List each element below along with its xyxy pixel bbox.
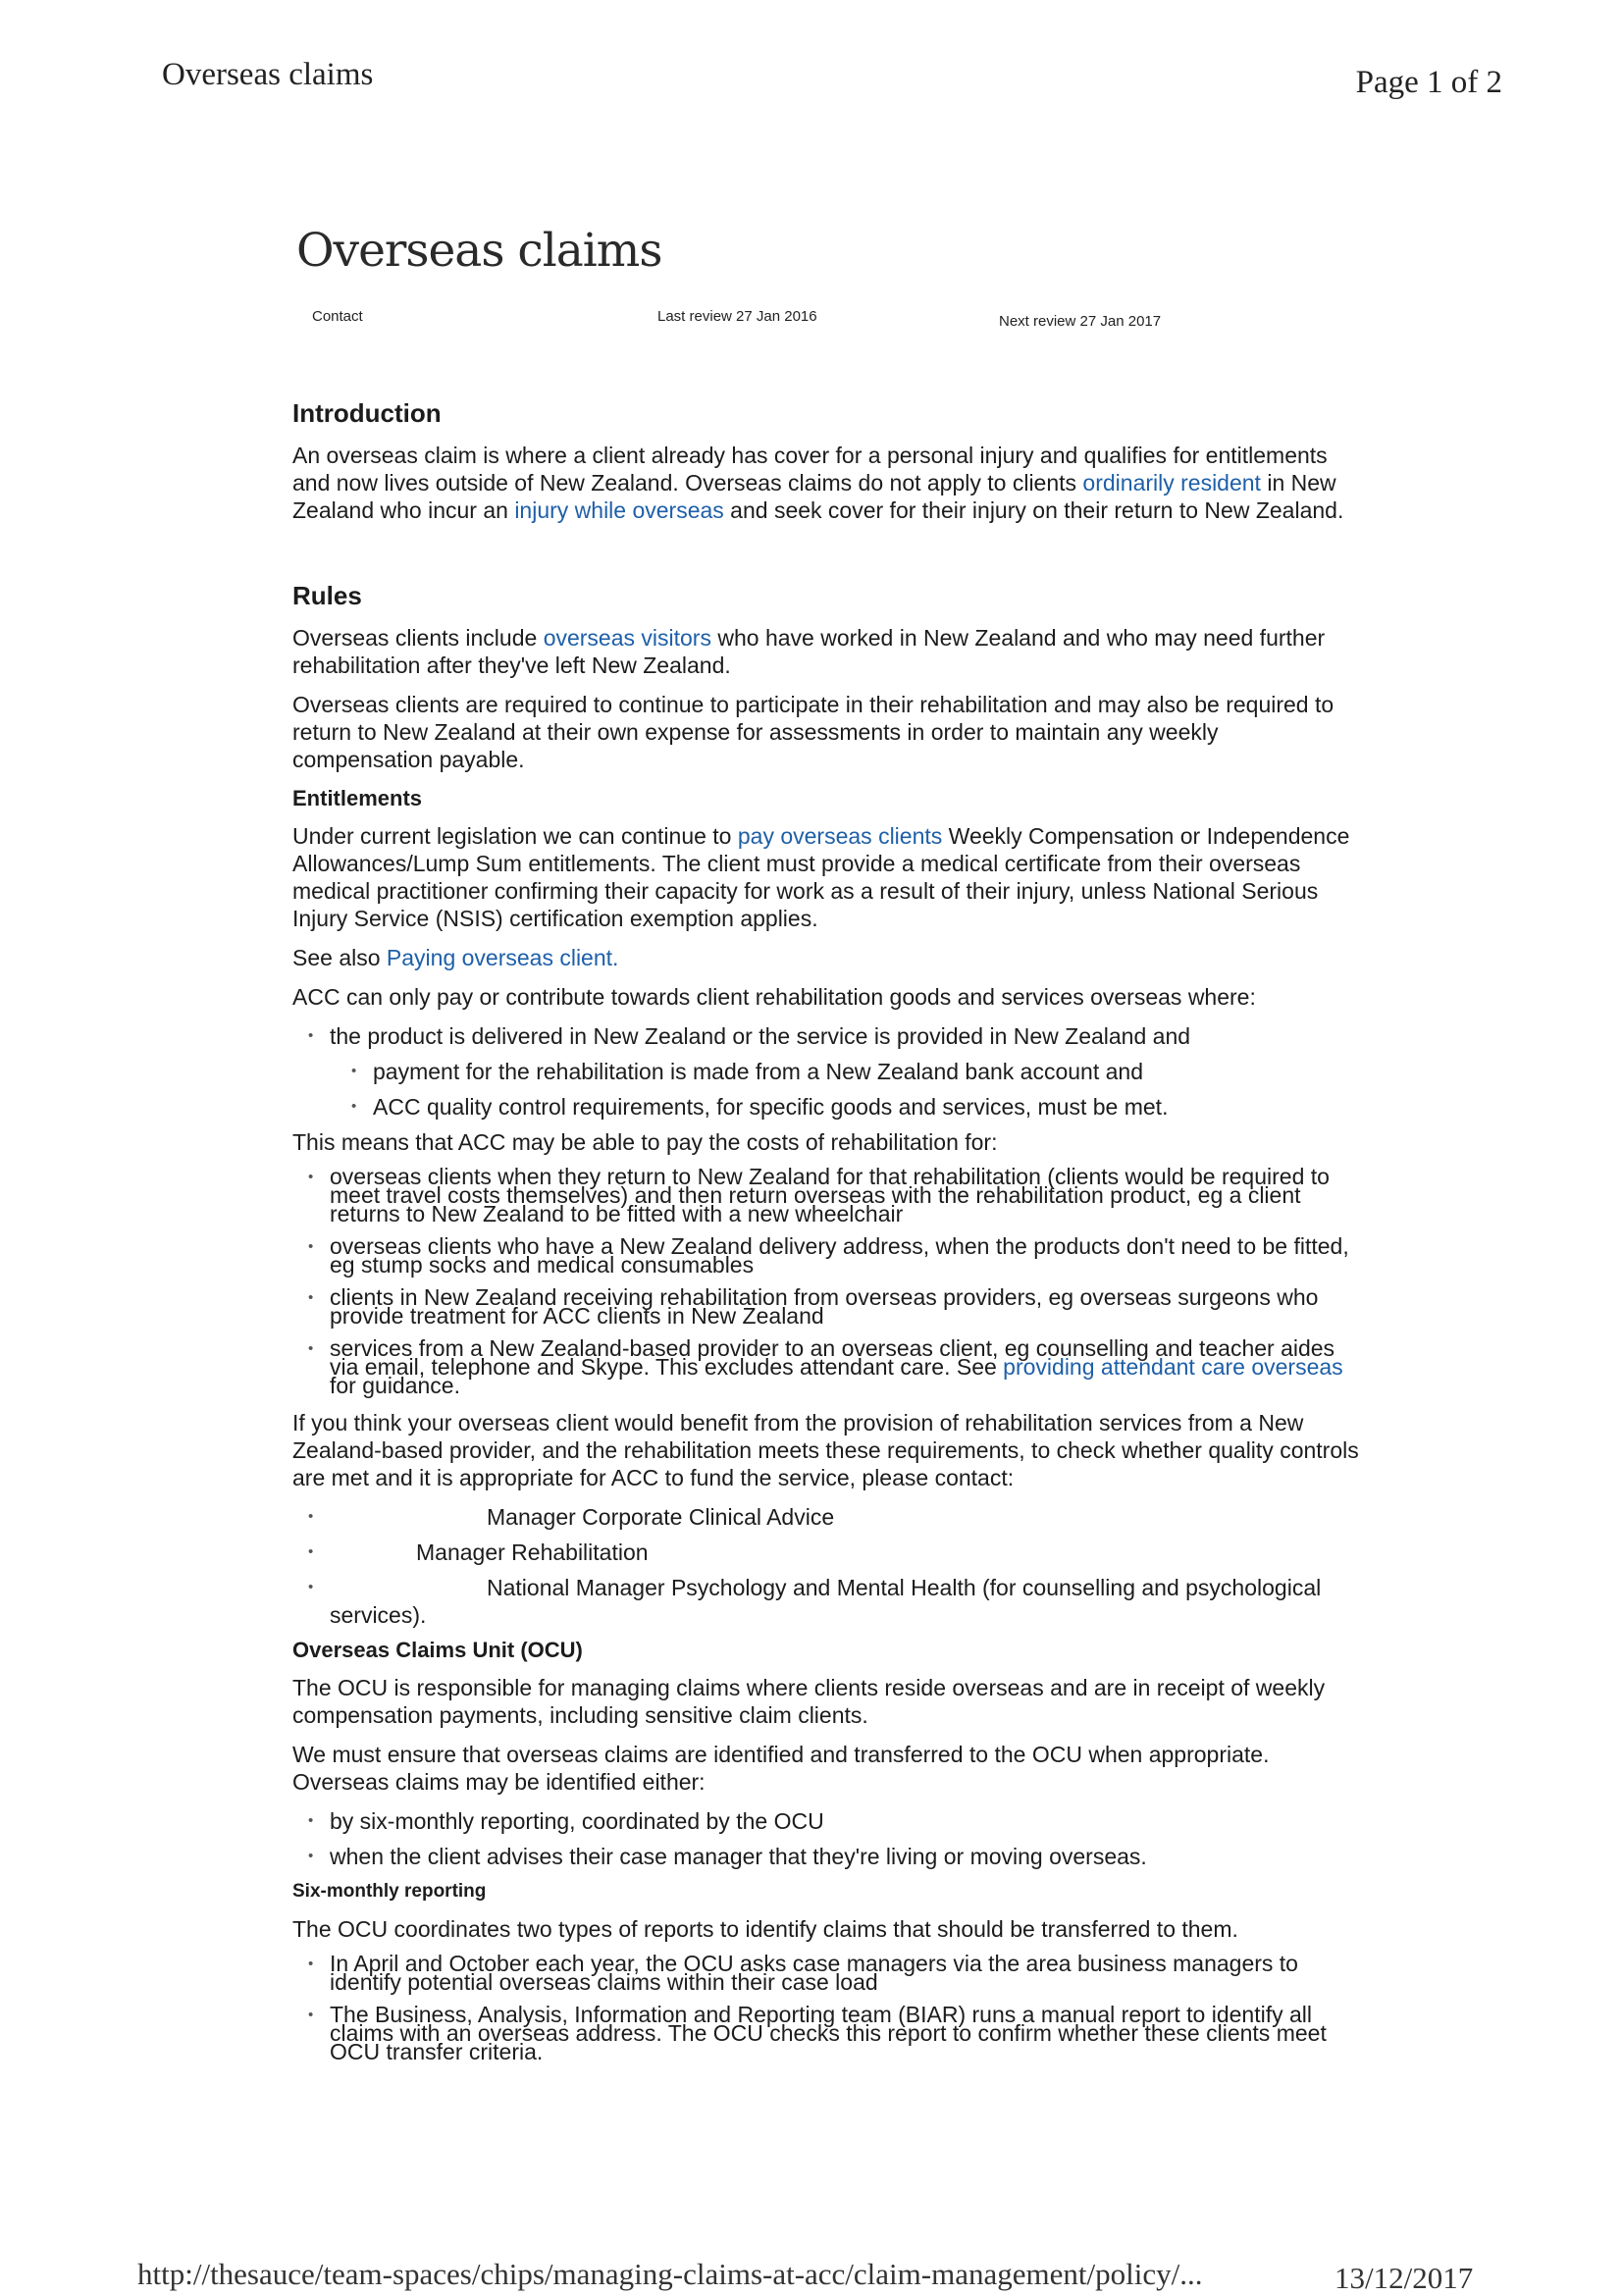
text-segment: The OCU is responsible for managing claims where clients reside overseas and are in receipt of weekly compensation payments, including sensitive claim clients.: [292, 1675, 1326, 1728]
paragraph: [292, 1674, 1362, 1729]
text-segment: for guidance.: [330, 1373, 460, 1398]
last-review: Last review 27 Jan 2016: [657, 308, 817, 325]
paragraph: [292, 822, 1362, 932]
footer-url: http://thesauce/team-spaces/chips/managing-claims-at-acc/claim-management/policy/...: [137, 2257, 1203, 2291]
inline-link[interactable]: injury while overseas: [514, 497, 724, 523]
section-heading: Entitlements: [292, 786, 423, 810]
paragraph: [292, 1915, 1362, 1943]
article-body: [292, 396, 1362, 2075]
text-segment: If you think your overseas client would benefit from the provision of rehabilitation services from a New Zealand-based provider, and the rehabilitation meets these requirements, to check whether quality controls are met and it is appropriate for ACC to fund the service, please contact:: [292, 1410, 1359, 1490]
bullet-list: [292, 1951, 1362, 2064]
list-item: [308, 1807, 1362, 1835]
paragraph: [292, 1128, 1362, 1156]
paragraph: [292, 442, 1362, 524]
inline-link[interactable]: pay overseas clients: [737, 823, 943, 849]
page-title: Overseas claims: [296, 224, 662, 278]
text-segment: This means that ACC may be able to pay the costs of rehabilitation for:: [292, 1129, 998, 1155]
bullet-list: [292, 1164, 1362, 1398]
inline-link[interactable]: Paying overseas client.: [386, 945, 619, 970]
paragraph: [292, 691, 1362, 773]
print-header-title: Overseas claims: [162, 57, 374, 92]
text-segment: by six-monthly reporting, coordinated by the OCU: [330, 1808, 824, 1834]
text-segment: An overseas claim is where a client already has cover for a personal injury and qualifies for entitlements and now lives outside of New Zealand. Overseas claims do not apply to clients: [292, 443, 1328, 496]
section-heading: Introduction: [292, 398, 442, 428]
footer-date: 13/12/2017: [1334, 2261, 1474, 2295]
paragraph: [292, 1741, 1362, 1796]
list-item: [308, 1164, 1362, 1226]
list-item: [308, 2002, 1362, 2064]
list-item: [308, 1574, 1362, 1629]
bullet-list: [292, 1807, 1362, 1870]
contact-list: [292, 1503, 1362, 1629]
text-segment: clients in New Zealand receiving rehabilitation from overseas providers, eg overseas surgeons who provide treatment for ACC clients in New Zealand: [330, 1284, 1319, 1329]
text-segment: Overseas clients include: [292, 625, 544, 651]
text-segment: We must ensure that overseas claims are identified and transferred to the OCU when appropriate. Overseas claims may be identified either:: [292, 1742, 1270, 1795]
text-segment: who have worked in New Zealand and who may need further rehabilitation after they've left New Zealand.: [292, 625, 1326, 678]
text-segment: ACC can only pay or contribute towards client rehabilitation goods and services overseas where:: [292, 984, 1256, 1010]
text-segment: Manager Corporate Clinical Advice: [487, 1504, 835, 1530]
list-item: [351, 1093, 1362, 1121]
paragraph: [292, 624, 1362, 679]
section-heading: Six-monthly reporting: [292, 1881, 487, 1902]
text-segment: ACC quality control requirements, for specific goods and services, must be met.: [373, 1094, 1169, 1120]
inline-link[interactable]: providing attendant care overseas: [1003, 1354, 1343, 1380]
text-segment: Weekly Compensation or Independence Allowances/Lump Sum entitlements. The client must provide a medical certificate from their overseas medical practitioner confirming their capacity for work as a result of their injury, unless National Serious Injury Service (NSIS) certification exemption applies.: [292, 823, 1350, 931]
section-heading: Rules: [292, 581, 362, 610]
text-segment: services from a New Zealand-based provider to an overseas client, eg counselling and teacher aides via email, telephone and Skype. This excludes attendant care. See: [330, 1335, 1335, 1380]
text-segment: and seek cover for their injury on their return to New Zealand.: [723, 497, 1344, 523]
list-item: [308, 1539, 1362, 1566]
text-segment: The OCU coordinates two types of reports to identify claims that should be transferred to them.: [292, 1916, 1238, 1942]
list-item: [308, 1335, 1362, 1398]
list-item: [308, 1843, 1362, 1870]
text-segment: The Business, Analysis, Information and Reporting team (BIAR) runs a manual report to identify all claims with an overseas address. The OCU checks this report to confirm whether these clients meet OCU transfer criteria.: [330, 2002, 1327, 2064]
text-segment: when the client advises their case manager that they're living or moving overseas.: [330, 1844, 1147, 1869]
text-segment: See also: [292, 945, 387, 970]
list-item: [308, 1503, 1362, 1531]
list-item: [308, 1233, 1362, 1278]
text-segment: overseas clients who have a New Zealand delivery address, when the products don't need to be fitted, eg stump socks and medical consumables: [330, 1233, 1349, 1278]
page-number: Page 1 of 2: [1355, 65, 1502, 100]
paragraph: [292, 944, 1362, 971]
section-spacer: [292, 536, 1362, 579]
paragraph: [292, 1409, 1362, 1491]
text-segment: in New Zealand who incur an: [292, 470, 1336, 523]
text-segment: Under current legislation we can continue to: [292, 823, 738, 849]
text-segment: In April and October each year, the OCU asks case managers via the area business managers to identify potential overseas claims within their case load: [330, 1951, 1298, 1995]
text-segment: Manager Rehabilitation: [416, 1539, 649, 1565]
list-item: [308, 1951, 1362, 1995]
list-item: [308, 1284, 1362, 1329]
text-segment: overseas clients when they return to New Zealand for that rehabilitation (clients would be required to meet travel costs themselves) and then return overseas with the rehabilitation product, eg a client returns to New Zealand to be fitted with a new wheelchair: [330, 1164, 1330, 1226]
paragraph: [292, 983, 1362, 1011]
text-segment: Overseas clients are required to continue to participate in their rehabilitation and may also be required to return to New Zealand at their own expense for assessments in order to maintain any weekly compensation payable.: [292, 692, 1334, 772]
next-review: Next review 27 Jan 2017: [999, 313, 1162, 330]
list-item: [308, 1022, 1362, 1050]
list-item: [351, 1058, 1362, 1085]
inline-link[interactable]: overseas visitors: [543, 625, 711, 651]
contact-label: Contact: [312, 308, 363, 325]
text-segment: the product is delivered in New Zealand or the service is provided in New Zealand and: [330, 1023, 1191, 1049]
text-segment: payment for the rehabilitation is made from a New Zealand bank account and: [373, 1059, 1143, 1084]
section-heading: Overseas Claims Unit (OCU): [292, 1638, 583, 1662]
text-segment: National Manager Psychology and Mental Health (for counselling and psychological services).: [330, 1575, 1322, 1628]
inline-link[interactable]: ordinarily resident: [1082, 470, 1261, 496]
bullet-list: [292, 1022, 1362, 1121]
